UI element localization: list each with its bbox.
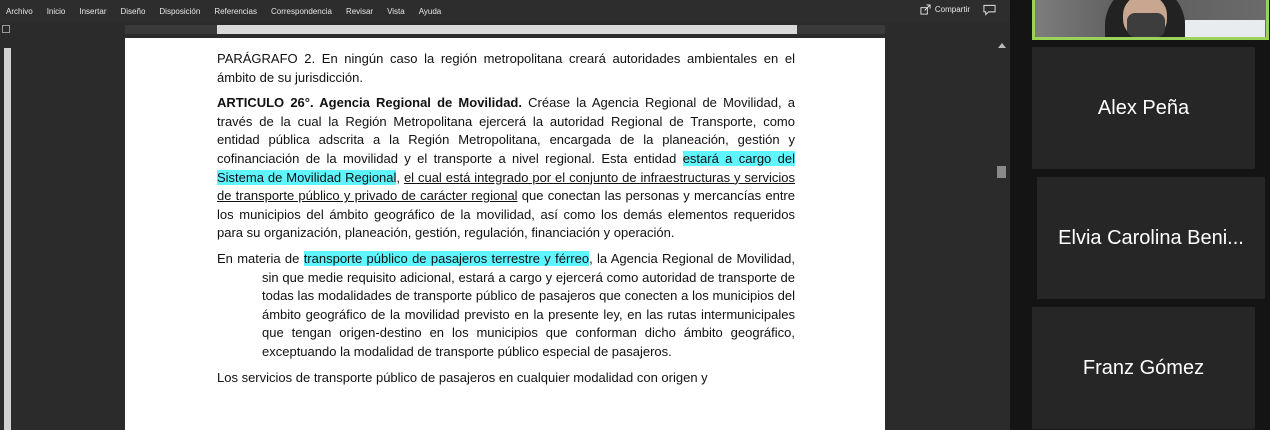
menu-ayuda[interactable]: Ayuda xyxy=(418,6,442,16)
active-speaker-video[interactable] xyxy=(1032,0,1269,40)
menu-vista[interactable]: Vista xyxy=(387,6,405,16)
materia-text-b: , la Agencia Regional de Movilidad, sin que medie requisito adicional, estará a cargo y ejercerá como autoridad de transporte de todas las modalidades de transporte público de pasajeros que conecten a los municipios del ámbito geográfico de la movilidad previsto en la presente ley, en las rutas intermunicipales que tengan origen-destino en los municipios que conforman dicho ámbito geográfico, exceptuando la modalidad de transporte público especial de pasajeros. xyxy=(262,250,795,359)
ruler-active-area xyxy=(217,25,797,34)
participant-name: Elvia Carolina Beni... xyxy=(1058,226,1244,249)
share-icon xyxy=(920,4,931,15)
ribbon-menu xyxy=(0,0,1010,22)
menu-inicio[interactable]: Inicio xyxy=(46,6,66,16)
paragraph-articulo-26 xyxy=(217,94,795,243)
underlined-text: el cual está integrado por el conjunto de infraestructuras y servicios de transporte público y privado de carácter regional xyxy=(217,169,796,204)
menu-correspondencia[interactable]: Correspondencia xyxy=(271,6,332,16)
menu-insertar[interactable]: Insertar xyxy=(79,6,107,16)
participant-tile[interactable] xyxy=(1032,307,1255,429)
participant-tile[interactable] xyxy=(1037,177,1265,299)
menu-diseno[interactable]: Diseño xyxy=(120,6,146,16)
share-button[interactable] xyxy=(920,4,970,15)
menu-archivo[interactable]: Archivo xyxy=(6,6,33,16)
article-text-c: que conectan las personas y mercancías entre los municipios del ámbito geográfico de la movilidad, así como los demás elementos requeridos para su organización, planeación, gestión, regulación, financiación y operación. xyxy=(217,188,795,241)
article-text-b: , xyxy=(396,169,404,185)
materia-text-a: En materia de xyxy=(217,250,304,266)
face-mask xyxy=(1127,13,1165,37)
vertical-ruler-active-area xyxy=(4,48,11,430)
article-text-a: Créase la Agencia Regional de Movilidad, a través de la cual la Región Metropolitana ejercerá la autoridad Regional de Transporte, como entidad pública adscrita a la Región Metropolitana, encargada de la planeación, gestión y cofinanciación de la movilidad y el transporte a nivel regional. Esta entidad xyxy=(217,95,796,166)
vertical-scrollbar[interactable] xyxy=(995,38,1008,430)
vertical-ruler[interactable] xyxy=(0,38,14,430)
scroll-thumb[interactable] xyxy=(997,166,1006,178)
menu-revisar[interactable]: Revisar xyxy=(345,6,374,16)
menu-referencias[interactable]: Referencias xyxy=(214,6,257,16)
scroll-up-icon[interactable] xyxy=(998,43,1006,48)
horizontal-ruler-row xyxy=(0,22,1010,36)
participant-name: Alex Peña xyxy=(1097,96,1190,119)
share-label: Compartir xyxy=(934,5,970,14)
comment-icon[interactable] xyxy=(983,4,996,16)
highlighted-text-sistema: estará a cargo del Sistema de Movilidad Regional xyxy=(217,150,795,185)
person-shirt xyxy=(1185,20,1265,40)
menu-disposicion[interactable]: Disposición xyxy=(159,6,201,16)
paragraph-materia-transporte xyxy=(217,250,795,362)
article-heading: ARTICULO 26°. Agencia Regional de Movilidad. xyxy=(217,95,522,111)
participants-panel xyxy=(1010,0,1270,430)
paragraph-servicios: Los servicios de transporte público de pasajeros en cualquier modalidad con origen y xyxy=(217,369,708,385)
participant-name: Franz Gómez xyxy=(1082,356,1205,379)
document-page[interactable] xyxy=(125,38,885,430)
horizontal-ruler[interactable] xyxy=(125,25,885,34)
tab-selector-icon[interactable] xyxy=(2,25,10,33)
participant-tile[interactable] xyxy=(1032,47,1255,169)
highlighted-text-transporte: transporte público de pasajeros terrestre y férreo xyxy=(303,250,590,266)
document-body[interactable] xyxy=(217,50,795,394)
paragraph-paragrafo-2: PARÁGRAFO 2. En ningún caso la región metropolitana creará autoridades ambientales en el ámbito de su jurisdicción. xyxy=(217,51,795,85)
